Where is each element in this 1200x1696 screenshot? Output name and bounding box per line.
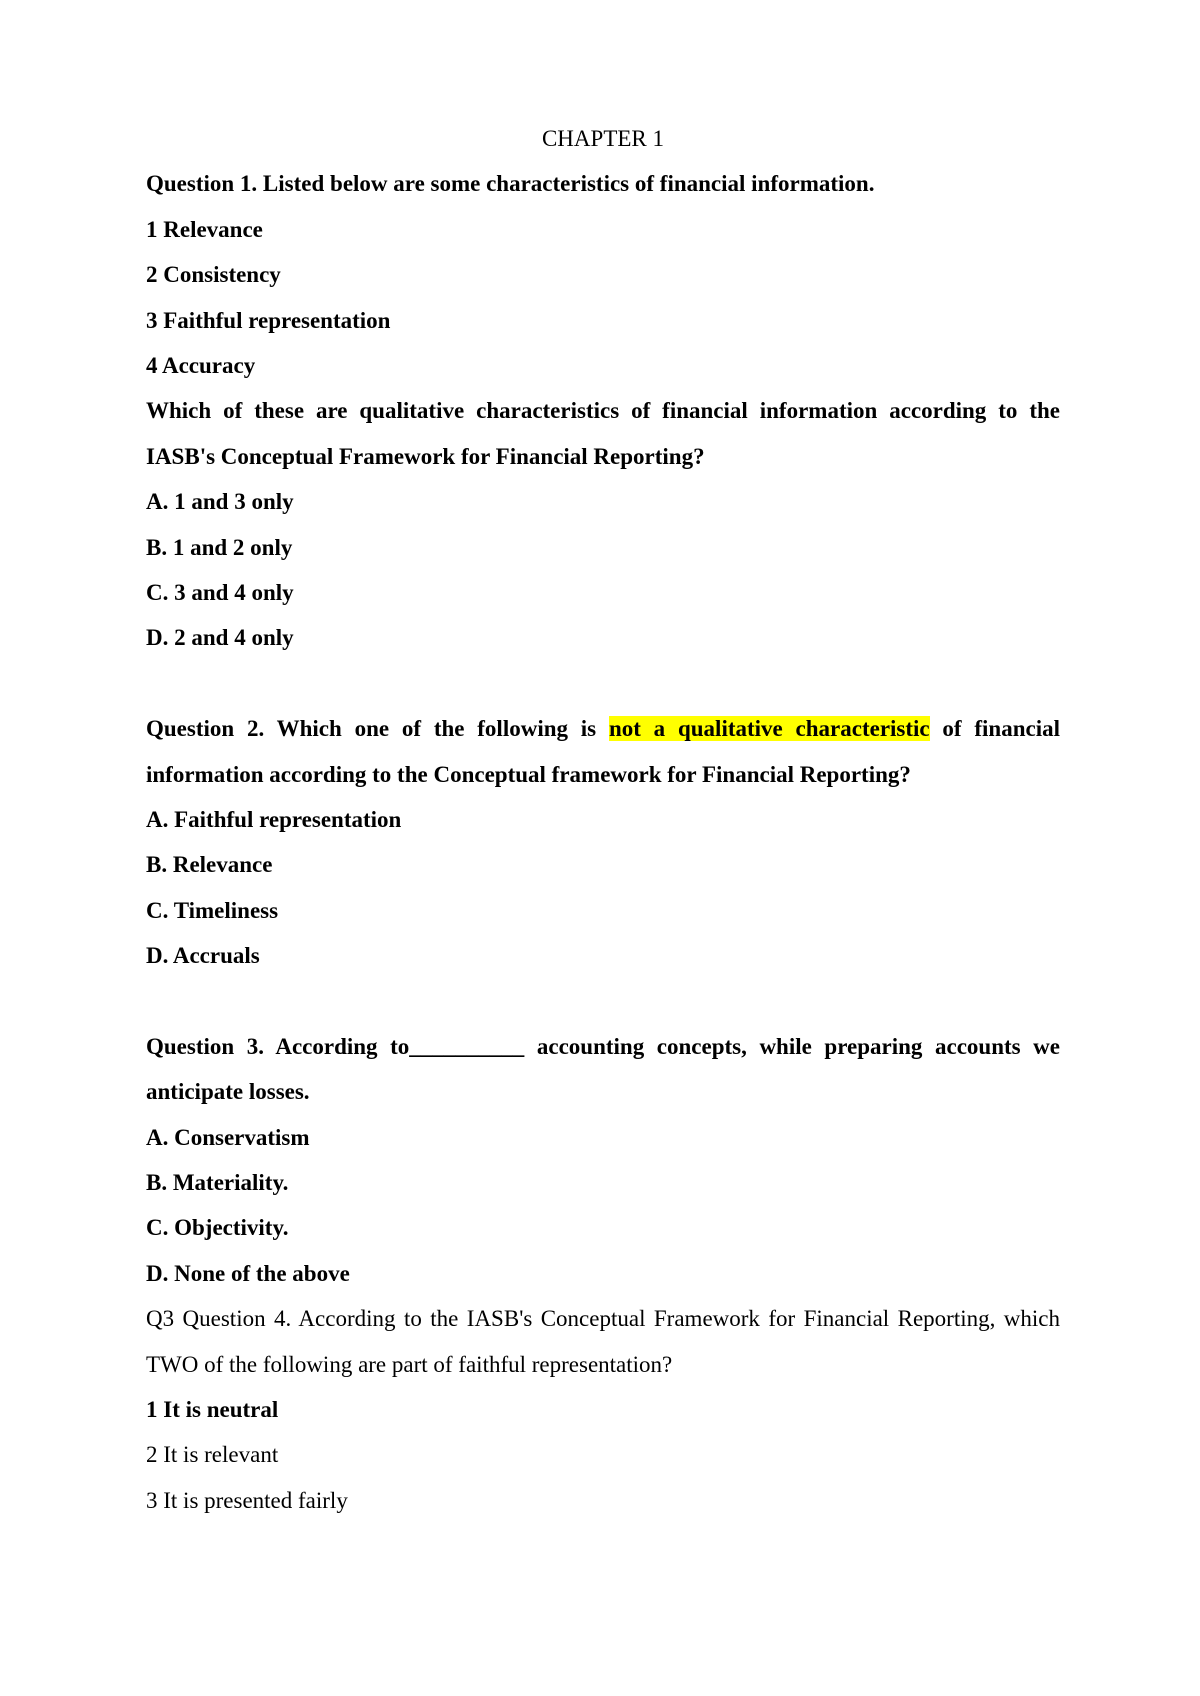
question-2-option: C. Timeliness bbox=[146, 897, 279, 923]
question-1-stem: Question 1. Listed below are some characteristics of financial information. bbox=[146, 171, 875, 197]
question-1-option: A. 1 and 3 only bbox=[146, 489, 294, 515]
question-3-option: D. None of the above bbox=[146, 1260, 350, 1286]
question-1-item: 4 Accuracy bbox=[146, 352, 256, 378]
question-4-item: 2 It is relevant bbox=[146, 1442, 279, 1468]
question-1-prompt: Which of these are qualitative characteristics of financial information according to the IASB's Conceptual Framework for Financial Reporting? bbox=[146, 398, 1060, 469]
spacer bbox=[146, 661, 1060, 706]
question-4-item: 3 It is presented fairly bbox=[146, 1487, 348, 1513]
question-2-option: D. Accruals bbox=[146, 943, 260, 969]
question-2-option: B. Relevance bbox=[146, 852, 273, 878]
question-1-item: 2 Consistency bbox=[146, 262, 281, 288]
document-content bbox=[146, 116, 1060, 1523]
question-1-option: D. 2 and 4 only bbox=[146, 625, 294, 651]
question-4-item: 1 It is neutral bbox=[146, 1397, 279, 1423]
question-1-item: 3 Faithful representation bbox=[146, 307, 391, 333]
question-3-option: B. Materiality. bbox=[146, 1170, 289, 1196]
question-3-option: A. Conservatism bbox=[146, 1124, 310, 1150]
question-2-highlight: not a qualitative characteristic bbox=[608, 716, 930, 742]
chapter-title: CHAPTER 1 bbox=[541, 126, 665, 151]
question-2-stem-start: Question 2. Which one of the following is bbox=[146, 716, 609, 742]
question-3-option: C. Objectivity. bbox=[146, 1215, 289, 1241]
question-1-option: B. 1 and 2 only bbox=[146, 534, 293, 560]
question-2-stem bbox=[146, 706, 1060, 797]
question-3-stem: Question 3. According to__________ accounting concepts, while preparing accounts we anticipate losses. bbox=[146, 1033, 1060, 1105]
question-1-option: C. 3 and 4 only bbox=[146, 579, 294, 605]
question-4-stem: Q3 Question 4. According to the IASB's Conceptual Framework for Financial Reporting, which TWO of the following are part of faithful representation? bbox=[146, 1306, 1060, 1377]
question-2-stem-end: of financial information according to the Conceptual framework for Financial Reporting? bbox=[146, 716, 1061, 787]
spacer bbox=[146, 978, 1060, 1023]
question-1-item: 1 Relevance bbox=[146, 216, 263, 242]
question-2-option: A. Faithful representation bbox=[146, 806, 402, 832]
